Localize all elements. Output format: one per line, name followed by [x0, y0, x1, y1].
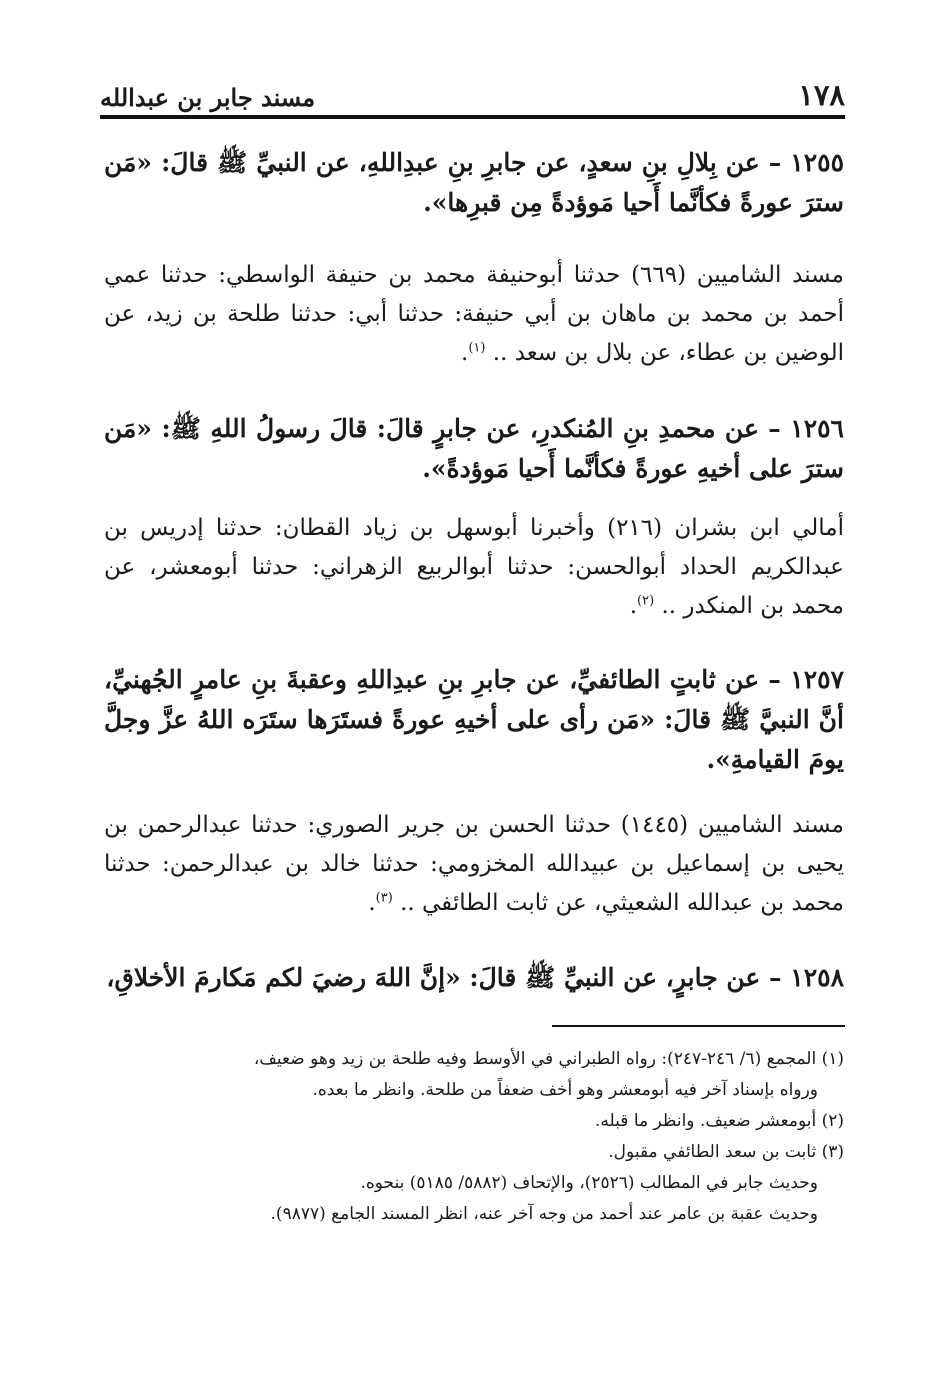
- footnote-3-continued: وحديث عقبة بن عامر عند أحمد من وجه آخر عنه، انظر المسند الجامع (٩٨٧٧).: [270, 1204, 818, 1224]
- running-title: مسند جابر بن عبدالله: [100, 83, 316, 112]
- hadith-number: ١٢٥٧: [790, 665, 844, 694]
- footnote-ref: (٣): [375, 890, 393, 906]
- footnote-3-continued: وحديث جابر في المطالب (٢٥٢٦)، والإتحاف (٥٨٨٢/ ٥١٨٥) بنحوه.: [360, 1173, 818, 1193]
- hadith-number: ١٢٥٥: [790, 148, 844, 177]
- footnote-1-continued: ورواه بإسناد آخر فيه أبومعشر وهو أخف ضعفاً من طلحة. وانظر ما بعده.: [312, 1080, 818, 1100]
- hadith-1258: [104, 958, 844, 998]
- hadith-text: – عن ثابتٍ الطائفيِّ، عن جابرِ بنِ عبدِاللهِ وعقبةَ بنِ عامرٍ الجُهنيِّ، أنَّ النبيَّ ﷺ قالَ: «مَن رأى على أخيهِ عورةً فستَرَها ستَرَه اللهُ عزَّ وجلَّ يومَ القيامةِ».: [104, 665, 844, 774]
- page-header: [100, 78, 845, 112]
- footnotes: [170, 1044, 844, 1230]
- hadith-1255: [104, 143, 844, 223]
- source-text: مسند الشاميين (٦٦٩) حدثنا أبوحنيفة محمد بن حنيفة الواسطي: حدثنا عمي أحمد بن محمد بن ماهان بن أبي حنيفة: حدثنا أبي: حدثنا طلحة بن زيد، عن الوضين بن عطاء، عن بلال بن سعد ..: [104, 262, 844, 366]
- source-1256: أمالي ابن بشران (٢١٦) وأخبرنا أبوسهل بن زياد القطان: حدثنا إدريس بن عبدالكريم الحداد أبوالحسن: حدثنا أبوالربيع الزهراني: حدثنا أبومعشر، عن محمد بن المنكدر .. $^{(٢)}$.: [104, 515, 844, 619]
- footnote-1: (١) المجمع (٦/ ٢٤٦-٢٤٧): رواه الطبراني في الأوسط وفيه طلحة بن زيد وهو ضعيف،: [253, 1049, 844, 1069]
- hadith-1256: [104, 409, 844, 489]
- header-rule: [100, 115, 845, 119]
- footnote-rule: [552, 1025, 845, 1027]
- footnote-2: (٢) أبومعشر ضعيف. وانظر ما قبله.: [595, 1111, 844, 1131]
- source-1257: مسند الشاميين (١٤٤٥) حدثنا الحسن بن جرير الصوري: حدثنا عبدالرحمن بن يحيى بن إسماعيل بن عبيدالله المخزومي: حدثنا خالد بن عبدالرحمن: حدثنا محمد بن عبدالله الشعيثي، عن ثابت الطائفي .. $^{(٣)}$.: [104, 812, 844, 916]
- hadith-number: ١٢٥٦: [790, 414, 844, 443]
- hadith-text: – عن جابرٍ، عن النبيِّ ﷺ قالَ: «إنَّ اللهَ رضيَ لكم مَكارمَ الأخلاقِ،: [106, 963, 782, 992]
- footnote-ref: (١): [468, 340, 486, 356]
- hadith-number: ١٢٥٨: [790, 963, 844, 992]
- footnote-ref: (٢): [637, 593, 655, 609]
- footnote-3: (٣) ثابت بن سعد الطائفي مقبول.: [608, 1142, 844, 1162]
- source-text: مسند الشاميين (١٤٤٥) حدثنا الحسن بن جرير الصوري: حدثنا عبدالرحمن بن يحيى بن إسماعيل بن عبيدالله المخزومي: حدثنا خالد بن عبدالرحمن: حدثنا محمد بن عبدالله الشعيثي، عن ثابت الطائفي ..: [104, 812, 844, 916]
- source-1255: مسند الشاميين (٦٦٩) حدثنا أبوحنيفة محمد بن حنيفة الواسطي: حدثنا عمي أحمد بن محمد بن ماهان بن أبي حنيفة: حدثنا أبي: حدثنا طلحة بن زيد، عن الوضين بن عطاء، عن بلال بن سعد .. $^{(١)}$.: [104, 262, 844, 366]
- source-text: أمالي ابن بشران (٢١٦) وأخبرنا أبوسهل بن زياد القطان: حدثنا إدريس بن عبدالكريم الحداد أبوالحسن: حدثنا أبوالربيع الزهراني: حدثنا أبومعشر، عن محمد بن المنكدر ..: [104, 515, 844, 619]
- hadith-1257: [104, 660, 844, 780]
- hadith-text: – عن محمدِ بنِ المُنكدرِ، عن جابرٍ قالَ: قالَ رسولُ اللهِ ﷺ: «مَن سترَ على أخيهِ عورةً فكأنَّما أَحيا مَوؤدةً».: [104, 414, 844, 483]
- page-number: ١٧٨: [798, 78, 845, 112]
- hadith-text: – عن بِلالِ بنِ سعدٍ، عن جابرِ بنِ عبدِاللهِ، عن النبيِّ ﷺ قالَ: «مَن سترَ عورةً فكأنَّما أَحيا مَوؤدةً مِن قبرِها».: [104, 148, 844, 217]
